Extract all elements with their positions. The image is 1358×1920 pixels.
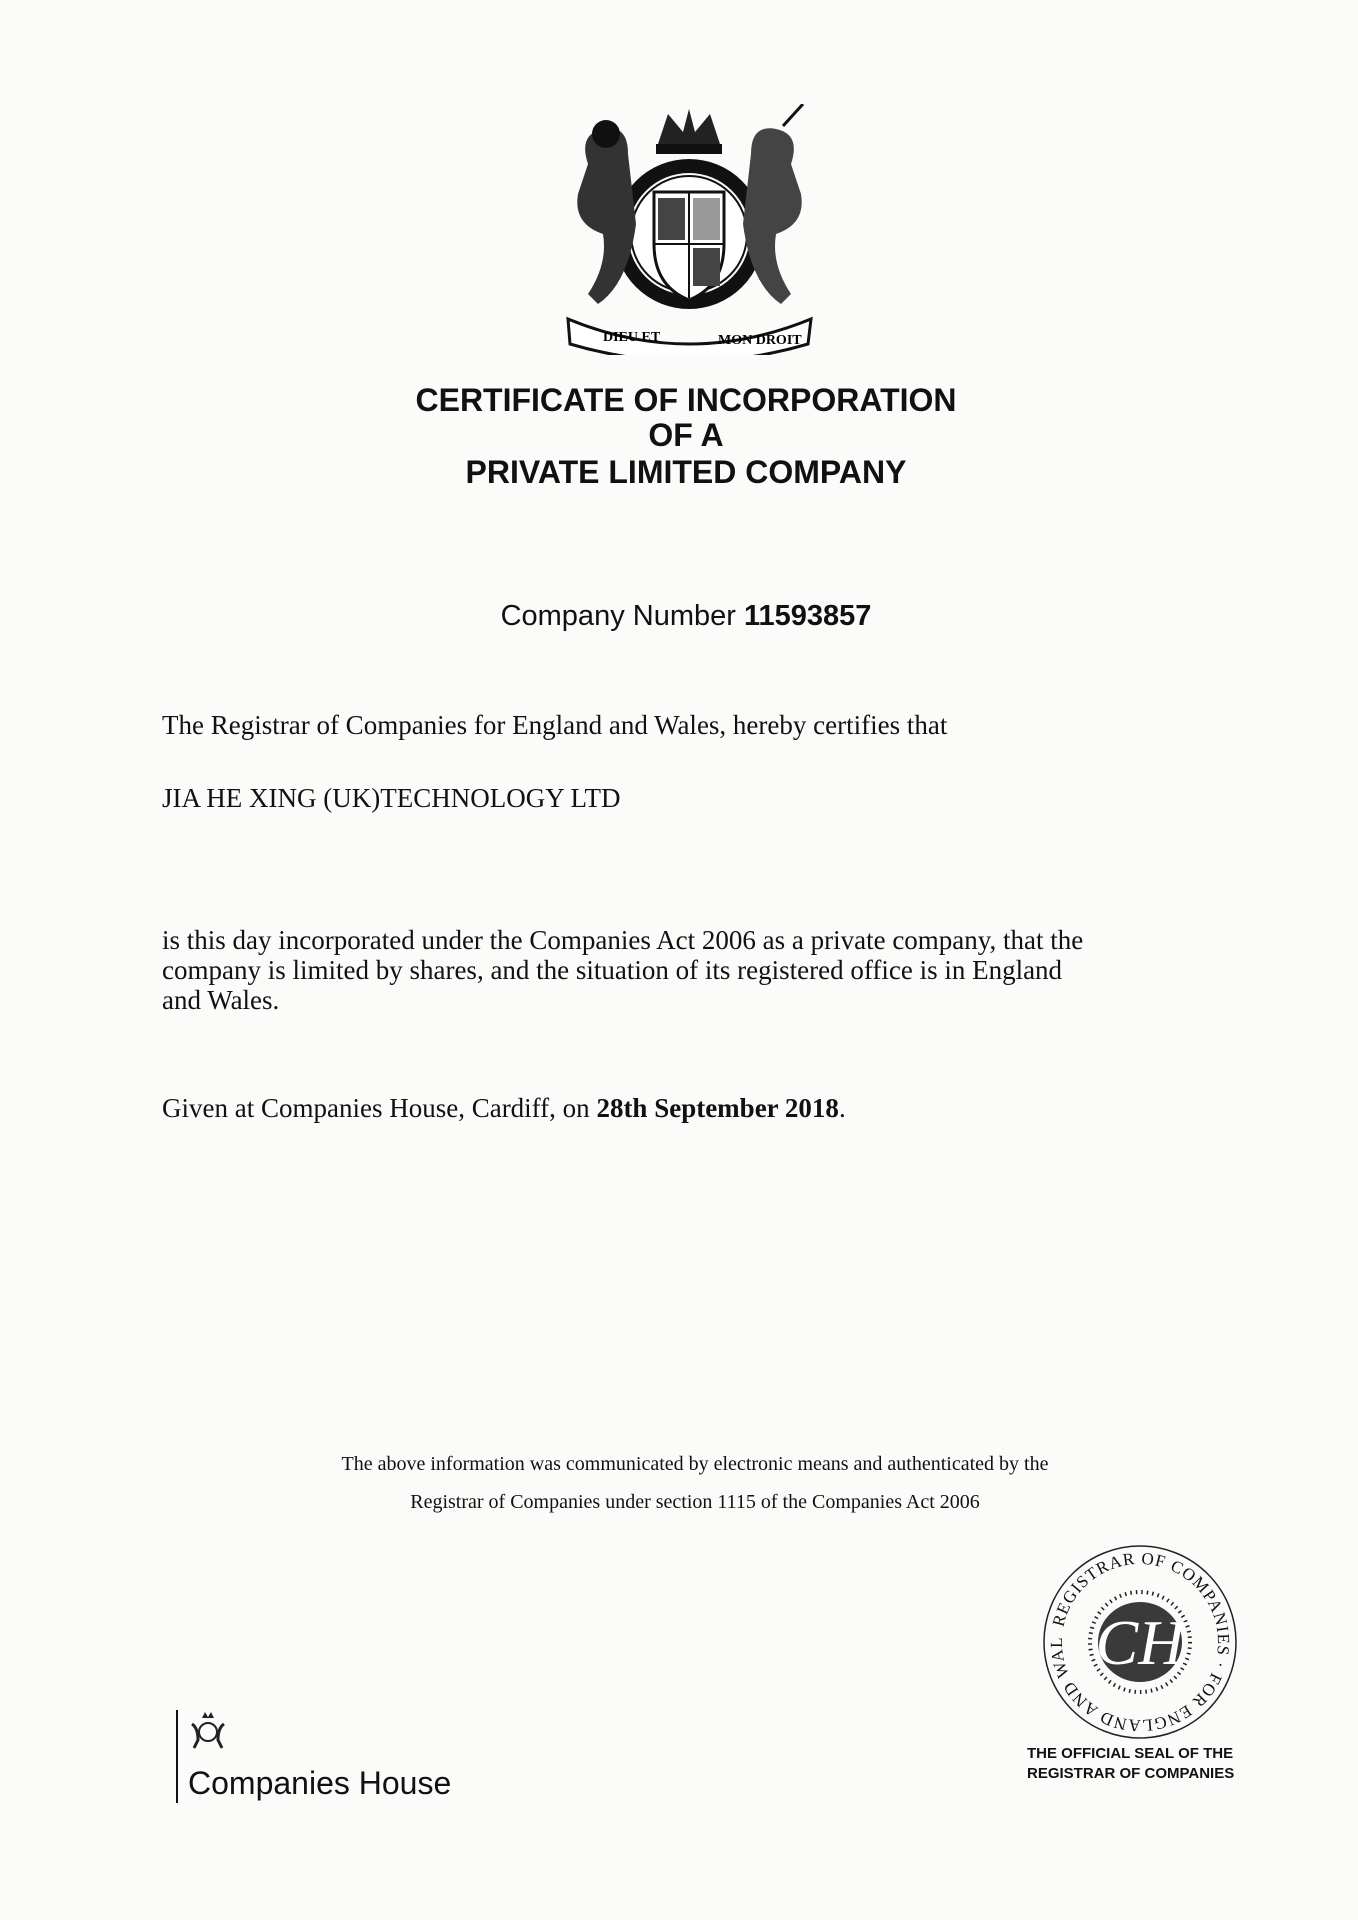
company-name: JIA HE XING (UK)TECHNOLOGY LTD [162, 783, 621, 813]
motto-right: MON DROIT [718, 333, 802, 348]
seal-caption-line-1: THE OFFICIAL SEAL OF THE [1027, 1745, 1234, 1762]
registrar-seal [1040, 1542, 1240, 1742]
title-line-2: OF A [648, 417, 724, 453]
given-at-text [162, 1093, 1242, 1123]
footer-line-1: The above information was communicated by electronic means and authenticated by the [341, 1453, 1049, 1475]
seal-caption-line-2: REGISTRAR OF COMPANIES [1027, 1765, 1235, 1782]
companies-house-logo [176, 1710, 496, 1805]
crest-small-icon [190, 1712, 226, 1750]
seal-monogram: CH [1095, 1607, 1185, 1678]
company-number [0, 600, 1358, 633]
title-line-3: PRIVATE LIMITED COMPANY [465, 454, 907, 490]
certifies-text: The Registrar of Companies for England and Wales, hereby certifies that [162, 710, 948, 740]
given-date: 28th September 2018 [596, 1093, 839, 1123]
company-number-label: Company Number [500, 600, 736, 632]
footer-line-2: Registrar of Companies under section 1115 of the Companies Act 2006 [410, 1491, 980, 1513]
incorporation-paragraph [162, 925, 1242, 1015]
companies-house-text: Companies House [188, 1765, 452, 1801]
given-suffix: . [838, 1093, 846, 1123]
royal-coat-of-arms [558, 104, 821, 355]
motto-left: DIEU ET [603, 330, 661, 345]
incorporation-line-3: and Wales. [162, 985, 280, 1015]
seal-caption [1027, 1744, 1234, 1784]
incorporation-line-1: is this day incorporated under the Companies Act 2006 as a private company, that the [162, 925, 1084, 955]
incorporation-line-2: company is limited by shares, and the situation of its registered office is in England [162, 955, 1063, 985]
svg-text:REGISTRAR OF COMPANIES · FOR E: REGISTRAR OF COMPANIES · FOR ENGLAND AND WAL [1046, 1548, 1234, 1736]
company-number-value: 11593857 [743, 600, 872, 632]
given-prefix: Given at Companies House, Cardiff, on [162, 1093, 590, 1123]
title-line-1: CERTIFICATE OF INCORPORATION [415, 382, 957, 418]
logo-divider [176, 1710, 178, 1803]
